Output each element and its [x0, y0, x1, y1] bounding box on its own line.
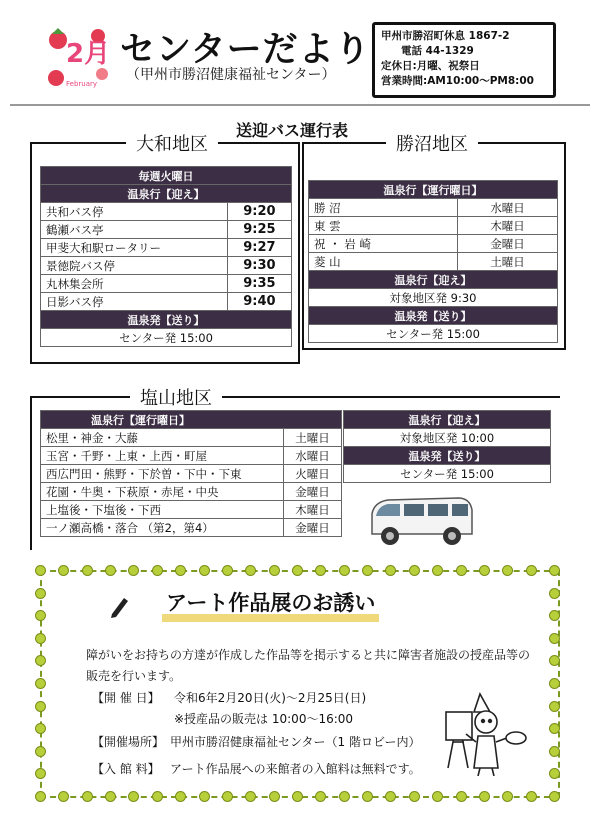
- table-row: 上塩後・下塩後・下西 木曜日: [41, 501, 342, 519]
- february-logo-icon: [44, 24, 112, 92]
- border-dot: [456, 565, 467, 576]
- table-row: 一ノ瀬高橋・落合 （第2，第4） 金曜日: [41, 519, 342, 537]
- table-row: 菱 山 土曜日: [309, 253, 558, 271]
- enzan-table: [40, 410, 342, 537]
- border-dot: [35, 746, 46, 757]
- border-dot: [199, 791, 210, 802]
- yamato-go-header: 温泉行【迎え】: [41, 185, 292, 203]
- border-dot: [35, 701, 46, 712]
- border-dot: [526, 565, 537, 576]
- date-label: 【開 催 日】: [92, 691, 160, 705]
- border-dot: [456, 791, 467, 802]
- closed-days: 定休日:月曜、祝祭日: [381, 60, 480, 72]
- table-row: 甲斐大和駅ロータリー 9:27: [41, 239, 292, 257]
- exhibition-title: アート作品展のお誘い: [162, 592, 379, 622]
- katsunuma-return-time: センター発 15:00: [309, 325, 558, 343]
- border-dot: [35, 633, 46, 644]
- yamato-return-time: センター発 15:00: [41, 329, 292, 347]
- border-dot: [315, 791, 326, 802]
- table-row: 西広門田・熊野・下於曽・下中・下東 火曜日: [41, 465, 342, 483]
- border-dot: [222, 565, 233, 576]
- table-row: 日影バス停 9:40: [41, 293, 292, 311]
- enzan-go-time: 対象地区発 10:00: [344, 429, 551, 447]
- exhibition-body-line2: 販売を行います。: [86, 669, 182, 683]
- border-dot: [409, 565, 420, 576]
- border-dot: [549, 791, 560, 802]
- border-dot: [479, 565, 490, 576]
- table-row: 祝 ・ 岩 崎 金曜日: [309, 235, 558, 253]
- table-row: 玉宮・千野・上東・上西・町屋 水曜日: [41, 447, 342, 465]
- month-badge: 2月: [66, 39, 111, 69]
- border-dot: [362, 565, 373, 576]
- page-title: センターだより: [120, 30, 371, 70]
- enzan-go-header: 温泉行【迎え】: [344, 411, 551, 429]
- enzan-return-header: 温泉発【送り】: [344, 447, 551, 465]
- border-dot: [526, 791, 537, 802]
- border-dot: [362, 791, 373, 802]
- table-row: 東 雲 木曜日: [309, 217, 558, 235]
- phone: 電話 44-1329: [401, 45, 474, 57]
- yamato-day: 毎週火曜日: [41, 167, 292, 185]
- header-divider: [10, 104, 590, 106]
- bus-schedule-title: 送迎バス運行表: [236, 121, 349, 140]
- border-dot: [105, 565, 116, 576]
- exhibition-body-line1: 障がいをお持ちの方達が作成した作品等を掲示すると共に障害者施設の授産品等の: [86, 648, 531, 662]
- border-dot: [269, 565, 280, 576]
- opening-hours: 営業時間:AM10:00～PM8:00: [381, 75, 534, 87]
- katsunuma-title: 勝沼地区: [386, 130, 478, 156]
- place-value: 甲州市勝沼健康福祉センター（1 階ロビー内）: [170, 735, 421, 749]
- address: 甲州市勝沼町休息 1867-2: [381, 30, 510, 42]
- table-row: 花園・牛奥・下萩原・赤尾・中央 金曜日: [41, 483, 342, 501]
- katsunuma-table: [308, 180, 558, 343]
- border-dot: [292, 565, 303, 576]
- pencil-icon: [108, 594, 130, 622]
- border-dot: [175, 791, 186, 802]
- border-dot: [292, 791, 303, 802]
- border-dot: [549, 746, 560, 757]
- border-dot: [105, 791, 116, 802]
- border-dot: [128, 791, 139, 802]
- yamato-title: 大和地区: [126, 130, 218, 156]
- border-dot: [432, 791, 443, 802]
- place-label: 【開催場所】: [92, 735, 165, 749]
- table-row: 松里・神金・大藤 土曜日: [41, 429, 342, 447]
- katsunuma-return-header: 温泉発【送り】: [309, 307, 558, 325]
- border-dot: [549, 588, 560, 599]
- border-dot: [409, 791, 420, 802]
- page-subtitle: （甲州市勝沼健康福祉センター）: [126, 67, 336, 83]
- border-dot: [502, 791, 513, 802]
- border-dot: [339, 565, 350, 576]
- border-dot: [82, 791, 93, 802]
- sale-note: ※授産品の販売は 10:00～16:00: [174, 712, 354, 726]
- month-en: February: [66, 80, 98, 88]
- enzan-day-header: 温泉行【運行曜日】: [41, 411, 342, 429]
- border-dot: [549, 565, 560, 576]
- enzan-return-time: センター発 15:00: [344, 465, 551, 483]
- fee-value: アート作品展への来館者の入館料は無料です。: [170, 762, 421, 776]
- border-dot: [82, 565, 93, 576]
- border-dot: [58, 791, 69, 802]
- table-row: 景徳院バス停 9:30: [41, 257, 292, 275]
- border-dot: [35, 791, 46, 802]
- border-dot: [152, 791, 163, 802]
- border-dot: [549, 701, 560, 712]
- table-row: 丸林集会所 9:35: [41, 275, 292, 293]
- katsunuma-go-time: 対象地区発 9:30: [309, 289, 558, 307]
- fee-label: 【入 館 料】: [92, 762, 160, 776]
- katsunuma-go-header: 温泉行【迎え】: [309, 271, 558, 289]
- border-dot: [245, 791, 256, 802]
- enzan-title: 塩山地区: [130, 384, 222, 410]
- date-value: 令和6年2月20日(火)～2月25日(日): [174, 691, 367, 705]
- van-icon: [366, 494, 476, 554]
- katsunuma-day-header: 温泉行【運行曜日】: [309, 181, 558, 199]
- border-dot: [549, 678, 560, 689]
- painter-illustration-icon: [440, 690, 530, 780]
- border-dot: [549, 633, 560, 644]
- table-row: 共和バス停 9:20: [41, 203, 292, 221]
- border-dot: [385, 791, 396, 802]
- border-dot: [339, 791, 350, 802]
- border-dot: [35, 565, 46, 576]
- yamato-table: [40, 166, 292, 347]
- table-row: 勝 沼 水曜日: [309, 199, 558, 217]
- border-dot: [35, 588, 46, 599]
- border-dot: [222, 791, 233, 802]
- contact-info-box: [372, 22, 556, 98]
- yamato-return-header: 温泉発【送り】: [41, 311, 292, 329]
- border-dot: [35, 678, 46, 689]
- border-dot: [199, 565, 210, 576]
- enzan-time-table: [343, 410, 551, 483]
- border-dot: [269, 791, 280, 802]
- border-dot: [479, 791, 490, 802]
- table-row: 鶴瀬バス亭 9:25: [41, 221, 292, 239]
- border-dot: [152, 565, 163, 576]
